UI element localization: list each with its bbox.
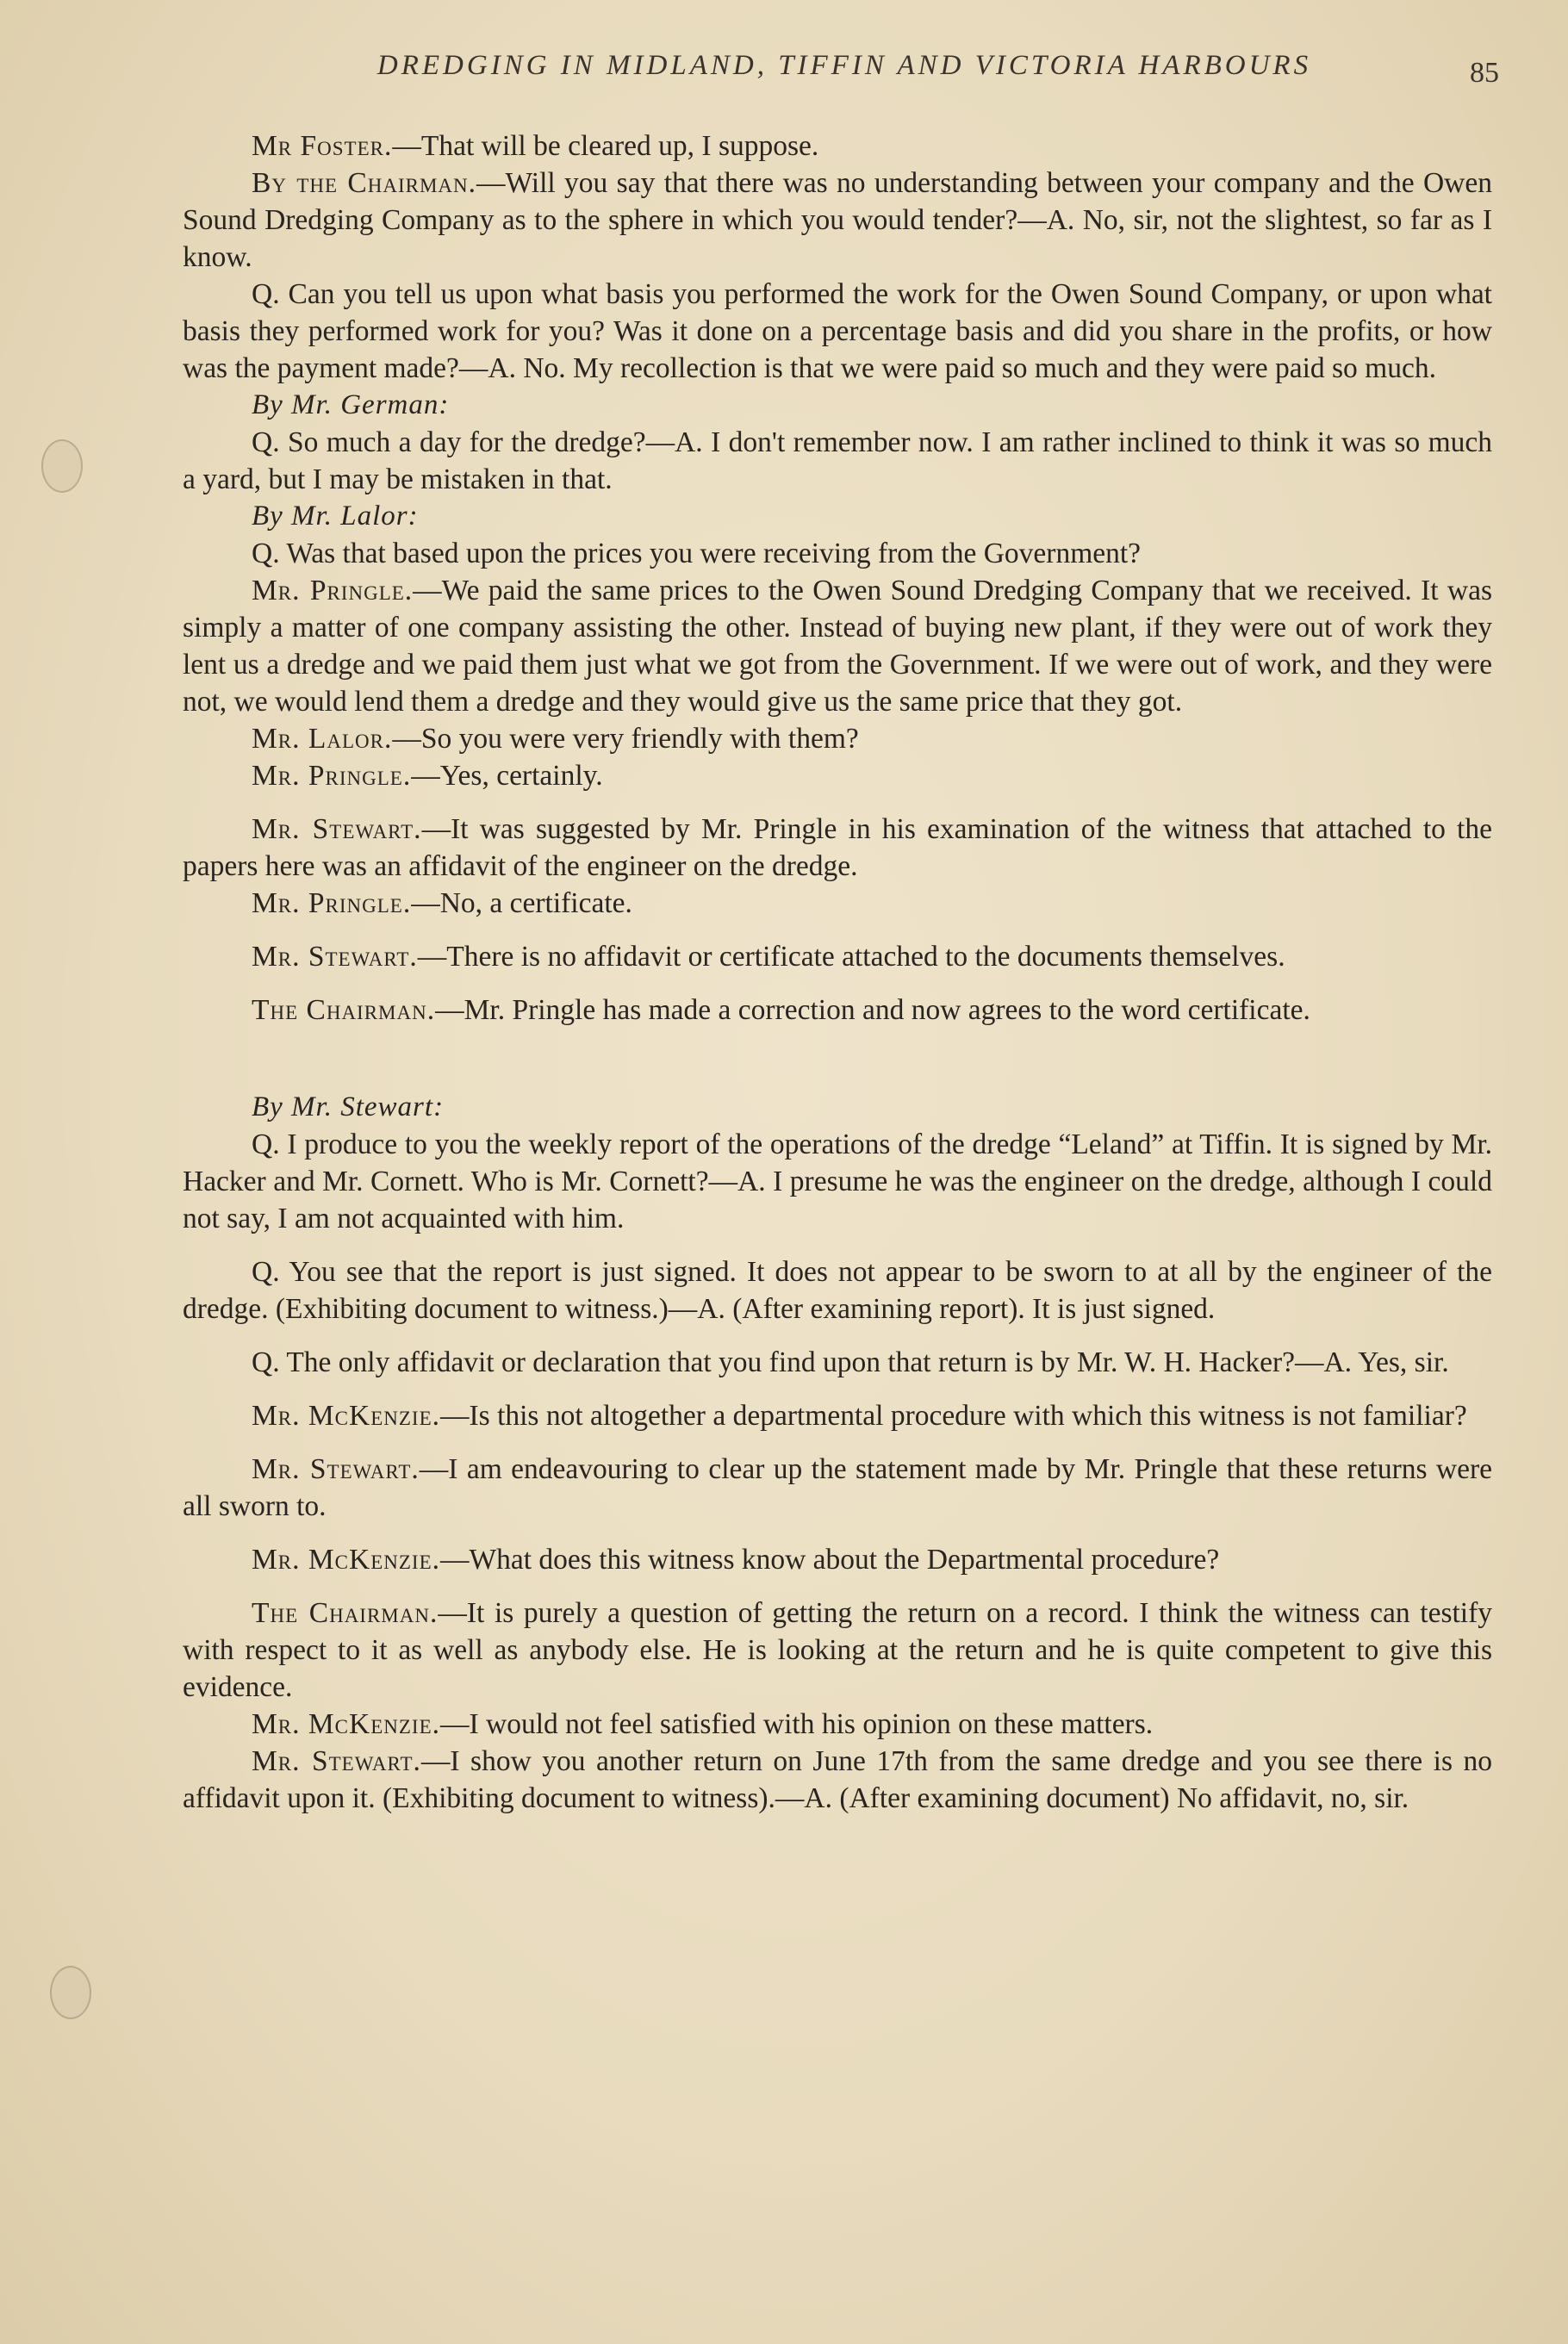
paragraph-text: —Mr. Pringle has made a correction and now agrees to the word certificate. <box>435 994 1310 1026</box>
speaker: Mr. Stewart. <box>252 941 418 973</box>
paragraph <box>183 811 1492 885</box>
paragraph <box>183 424 1492 498</box>
paragraph <box>183 1126 1492 1237</box>
speaker: Mr. Stewart. <box>252 1745 421 1777</box>
paragraph-text: Q. I produce to you the weekly report of the operations of the dredge “Leland” at Tiffin. It is signed by Mr. Hacker and Mr. Cornett. Who is Mr. Cornett?—A. I presume he was the engineer on the dredge, although I could not say, I am not acquainted with him. <box>183 1128 1492 1234</box>
speaker: Mr. Stewart. <box>252 1453 420 1485</box>
paragraph-text: Q. Can you tell us upon what basis you performed the work for the Owen Sound Company, or upon what basis they performed work for you? Was it done on a percentage basis and did you share in the profits, or how was the payment made?—A. No. My recollection is that we were paid so much and they were paid so much. <box>183 278 1492 384</box>
paragraph-text: —Will you say that there was no understanding between your company and the Owen Sound Dredging Company as to the sphere in which you would tender?—A. No, sir, not the slightest, so far as I know. <box>183 167 1492 273</box>
paragraph <box>183 757 1492 794</box>
paragraph <box>183 165 1492 276</box>
paragraph-text: —I would not feel satisfied with his opinion on these matters. <box>440 1708 1154 1740</box>
speaker: The Chairman. <box>252 1597 439 1629</box>
paragraph <box>183 992 1492 1029</box>
paragraph-text: —We paid the same prices to the Owen Sound Dredging Company that we received. It was simply a matter of one company assisting the other. Instead of buying new plant, if they were out of work they lent us a dredge and we paid them just what we got from the Government. If we were out of work, and they were not, we would lend them a dredge and they would give us the same price that they got. <box>183 575 1493 718</box>
speaker: Mr. Lalor. <box>252 723 393 755</box>
paragraph <box>183 1397 1492 1434</box>
paragraph <box>183 1451 1492 1525</box>
paragraph-text: —So you were very friendly with them? <box>392 723 859 755</box>
speaker: Mr. McKenzie. <box>252 1544 440 1576</box>
paragraph-text: Q. You see that the report is just signed. It does not appear to be sworn to at all by the engineer of the dredge. (Exhibiting document to witness.)—A. (After examining report). It is just signed. <box>183 1256 1492 1325</box>
speaker: Mr. Stewart. <box>252 813 422 845</box>
paragraph-text: —What does this witness know about the Departmental procedure? <box>440 1544 1220 1576</box>
paragraph-text: Q. The only affidavit or declaration that you find upon that return is by Mr. W. H. Hacker?—A. Yes, sir. <box>252 1346 1449 1378</box>
speaker: Mr. Pringle. <box>252 575 414 606</box>
section-heading-stewart: By Mr. Stewart: <box>252 1091 445 1122</box>
speaker: Mr. Pringle. <box>252 887 412 919</box>
paragraph <box>183 1743 1492 1817</box>
paragraph <box>183 885 1492 922</box>
speaker: Mr. Pringle. <box>252 760 412 792</box>
paragraph-text: —Is this not altogether a departmental procedure with which this witness is not familiar? <box>440 1400 1467 1432</box>
paragraph-text: Q. So much a day for the dredge?—A. I don't remember now. I am rather inclined to think it was so much a yard, but I may be mistaken in that. <box>183 426 1492 495</box>
paragraph <box>183 1595 1492 1706</box>
punch-hole-top <box>41 439 83 493</box>
paragraph <box>183 1344 1492 1381</box>
section-heading-lalor: By Mr. Lalor: <box>252 501 419 532</box>
paragraph-text: —I show you another return on June 17th from the same dredge and you see there is no affidavit upon it. (Exhibiting document to witness).—A. (After examining document) No affidavit, no, sir. <box>183 1745 1493 1814</box>
paragraph <box>183 572 1492 720</box>
speaker: The Chairman. <box>252 994 436 1026</box>
paragraph <box>183 1541 1492 1578</box>
paragraph-text: —That will be cleared up, I suppose. <box>392 130 819 162</box>
paragraph-text: Q. Was that based upon the prices you were receiving from the Government? <box>252 538 1142 569</box>
section-heading-german: By Mr. German: <box>252 389 450 420</box>
running-title: DREDGING IN MIDLAND, TIFFIN AND VICTORIA HARBOURS <box>376 50 1312 81</box>
paragraph <box>183 127 1492 165</box>
paragraph <box>183 1253 1492 1327</box>
speaker: By the Chairman. <box>252 167 476 199</box>
punch-hole-bottom <box>50 1966 91 2019</box>
speaker: Mr. McKenzie. <box>252 1400 440 1432</box>
speaker: Mr Foster. <box>252 130 393 162</box>
paragraph-text: —I am endeavouring to clear up the statement made by Mr. Pringle that these returns were all sworn to. <box>183 1453 1492 1522</box>
paragraph <box>183 938 1492 975</box>
paragraph-text: —Yes, certainly. <box>411 760 603 792</box>
body-text <box>183 127 1492 1817</box>
paragraph <box>183 276 1492 387</box>
paragraph <box>183 535 1492 572</box>
page-number: 85 <box>1470 57 1499 89</box>
paragraph <box>183 720 1492 757</box>
paragraph-text: —It is purely a question of getting the return on a record. I think the witness can testify with respect to it as well as anybody else. He is looking at the return and he is quite competent to give this evidence. <box>183 1597 1492 1703</box>
paragraph <box>183 1706 1492 1743</box>
paragraph-text: —It was suggested by Mr. Pringle in his examination of the witness that attached to the papers here was an affidavit of the engineer on the dredge. <box>183 813 1492 882</box>
paragraph-text: —No, a certificate. <box>411 887 632 919</box>
speaker: Mr. McKenzie. <box>252 1708 440 1740</box>
paragraph-text: —There is no affidavit or certificate attached to the documents themselves. <box>417 941 1285 973</box>
